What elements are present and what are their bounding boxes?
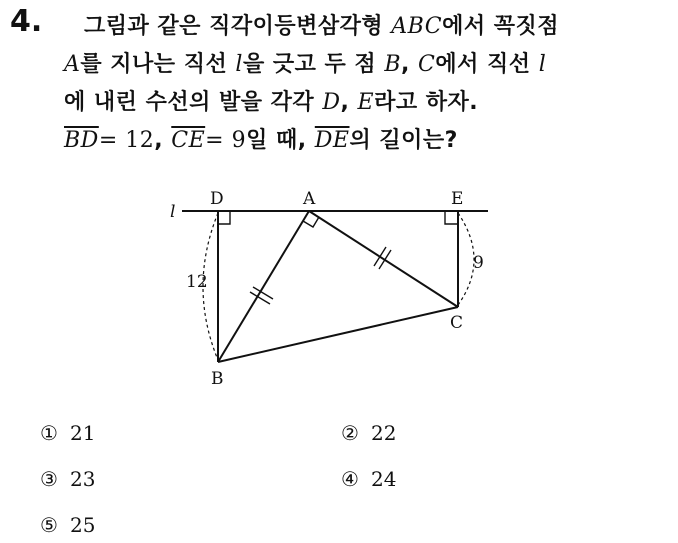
choice-value: 25 bbox=[70, 513, 96, 537]
choice-5[interactable] bbox=[40, 513, 95, 537]
label-line-l: l bbox=[170, 202, 176, 222]
question-number: 4. bbox=[10, 4, 43, 39]
stem-text: 일 때, bbox=[246, 128, 315, 153]
math-line-l: l bbox=[235, 52, 243, 77]
stem-text: 그림과 같은 직각이등변삼각형 bbox=[84, 14, 392, 39]
stem-text: 을 긋고 두 점 bbox=[242, 52, 385, 77]
label-length-bd: 12 bbox=[186, 272, 208, 292]
math-value-ce: = 9 bbox=[205, 128, 247, 153]
stem-line-4 bbox=[64, 122, 664, 160]
segment-ac bbox=[309, 211, 458, 307]
right-angle-mark-e bbox=[445, 211, 458, 224]
choice-mark: ③ bbox=[40, 467, 58, 491]
math-point-e: E bbox=[357, 90, 375, 115]
question-stem bbox=[64, 8, 664, 160]
stem-punct: , bbox=[154, 128, 172, 153]
choice-3[interactable] bbox=[40, 467, 95, 491]
label-point-d: D bbox=[210, 189, 224, 209]
right-angle-mark-d bbox=[218, 211, 230, 224]
stem-line-3 bbox=[64, 84, 664, 122]
choice-mark: ② bbox=[341, 421, 359, 445]
stem-text: 의 길이는? bbox=[349, 128, 458, 153]
stem-text: 에 내린 수선의 발을 각각 bbox=[64, 90, 323, 115]
geometry-figure bbox=[160, 180, 500, 395]
math-segment-bd: $\overline{BD}$ bbox=[64, 128, 99, 153]
label-length-ce: 9 bbox=[473, 253, 484, 273]
choice-value: 21 bbox=[70, 421, 96, 445]
stem-punct: , bbox=[401, 52, 419, 77]
choice-mark: ① bbox=[40, 421, 58, 445]
math-segment-de: $\overline{DE}$ bbox=[314, 128, 350, 153]
choice-value: 23 bbox=[70, 467, 96, 491]
choice-1[interactable] bbox=[40, 421, 95, 445]
stem-text: 라고 하자. bbox=[374, 90, 479, 115]
stem-text: 를 지나는 직선 bbox=[80, 52, 236, 77]
stem-punct: , bbox=[340, 90, 358, 115]
stem-line-1 bbox=[84, 8, 664, 46]
stem-text: 에서 꼭짓점 bbox=[442, 14, 559, 39]
choice-value: 22 bbox=[371, 421, 397, 445]
label-point-e: E bbox=[451, 189, 464, 209]
math-point-a: A bbox=[64, 52, 81, 77]
label-point-a: A bbox=[303, 189, 316, 209]
choice-mark: ④ bbox=[341, 467, 359, 491]
stem-text: 에서 직선 bbox=[435, 52, 539, 77]
math-point-c: C bbox=[418, 52, 436, 77]
choice-value: 24 bbox=[371, 467, 397, 491]
math-segment-ce: $\overline{CE}$ bbox=[171, 128, 206, 153]
math-line-l: l bbox=[538, 52, 547, 77]
segment-ab bbox=[218, 211, 309, 362]
math-triangle-abc: ABC bbox=[391, 14, 443, 39]
stem-line-2 bbox=[64, 46, 664, 84]
math-value-bd: = 12 bbox=[98, 128, 155, 153]
label-point-b: B bbox=[211, 369, 224, 389]
segment-bc bbox=[218, 307, 458, 362]
math-point-d: D bbox=[322, 90, 341, 115]
dashed-arc-ce bbox=[458, 213, 474, 305]
choice-2[interactable] bbox=[341, 421, 396, 445]
label-point-c: C bbox=[450, 313, 464, 333]
choice-mark: ⑤ bbox=[40, 513, 58, 537]
choice-4[interactable] bbox=[341, 467, 396, 491]
math-point-b: B bbox=[384, 52, 402, 77]
